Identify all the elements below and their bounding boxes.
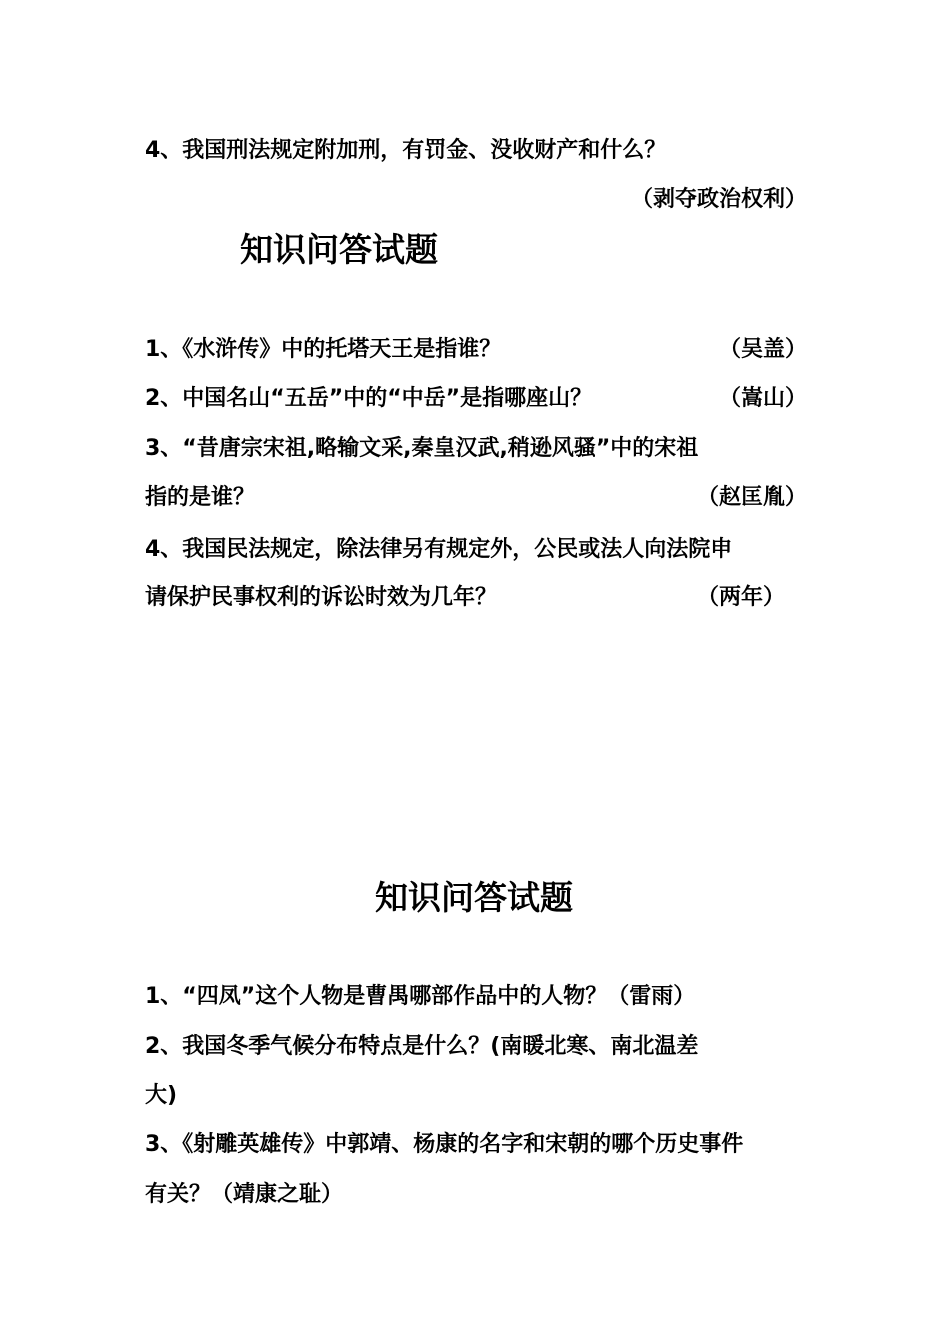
question-text: 1、“四凤”这个人物是曹禺哪部作品中的人物？（雷雨） (145, 984, 696, 1009)
question-text: 有关？（靖康之耻） (145, 1182, 344, 1207)
answer-text: （两年） (696, 585, 785, 610)
question-text: 请保护民事权利的诉讼时效为几年？ (145, 585, 498, 610)
answer-text: （剥夺政治权利） (630, 187, 807, 212)
question-text: 指的是谁？ (145, 485, 256, 510)
answer-text: （赵匡胤） (696, 485, 807, 510)
question-text: 2、中国名山“五岳”中的“中岳”是指哪座山？ (145, 386, 593, 411)
section-title: 知识问答试题 (240, 230, 438, 269)
question-row (145, 483, 807, 513)
question-text: 4、我国民法规定，除法律另有规定外，公民或法人向法院申 (145, 537, 733, 562)
question-text: 1、《水浒传》中的托塔天王是指谁？ (145, 337, 502, 362)
question-text: 2、我国冬季气候分布特点是什么？(南暖北寒、南北温差 (145, 1034, 699, 1059)
question-text: 大) (145, 1083, 178, 1108)
question-text: 3、《射雕英雄传》中郭靖、杨康的名字和宋朝的哪个历史事件 (145, 1132, 744, 1157)
answer-text: （吴盖） (718, 337, 807, 362)
section-title: 知识问答试题 (375, 878, 573, 917)
question-text: 4、我国刑法规定附加刑，有罚金、没收财产和什么？ (145, 138, 667, 163)
question-row (145, 335, 807, 365)
question-text: 3、“昔唐宗宋祖,略输文采,秦皇汉武,稍逊风骚”中的宋祖 (145, 436, 699, 461)
answer-text: （嵩山） (718, 386, 807, 411)
question-row (145, 384, 807, 414)
question-row (145, 583, 807, 613)
